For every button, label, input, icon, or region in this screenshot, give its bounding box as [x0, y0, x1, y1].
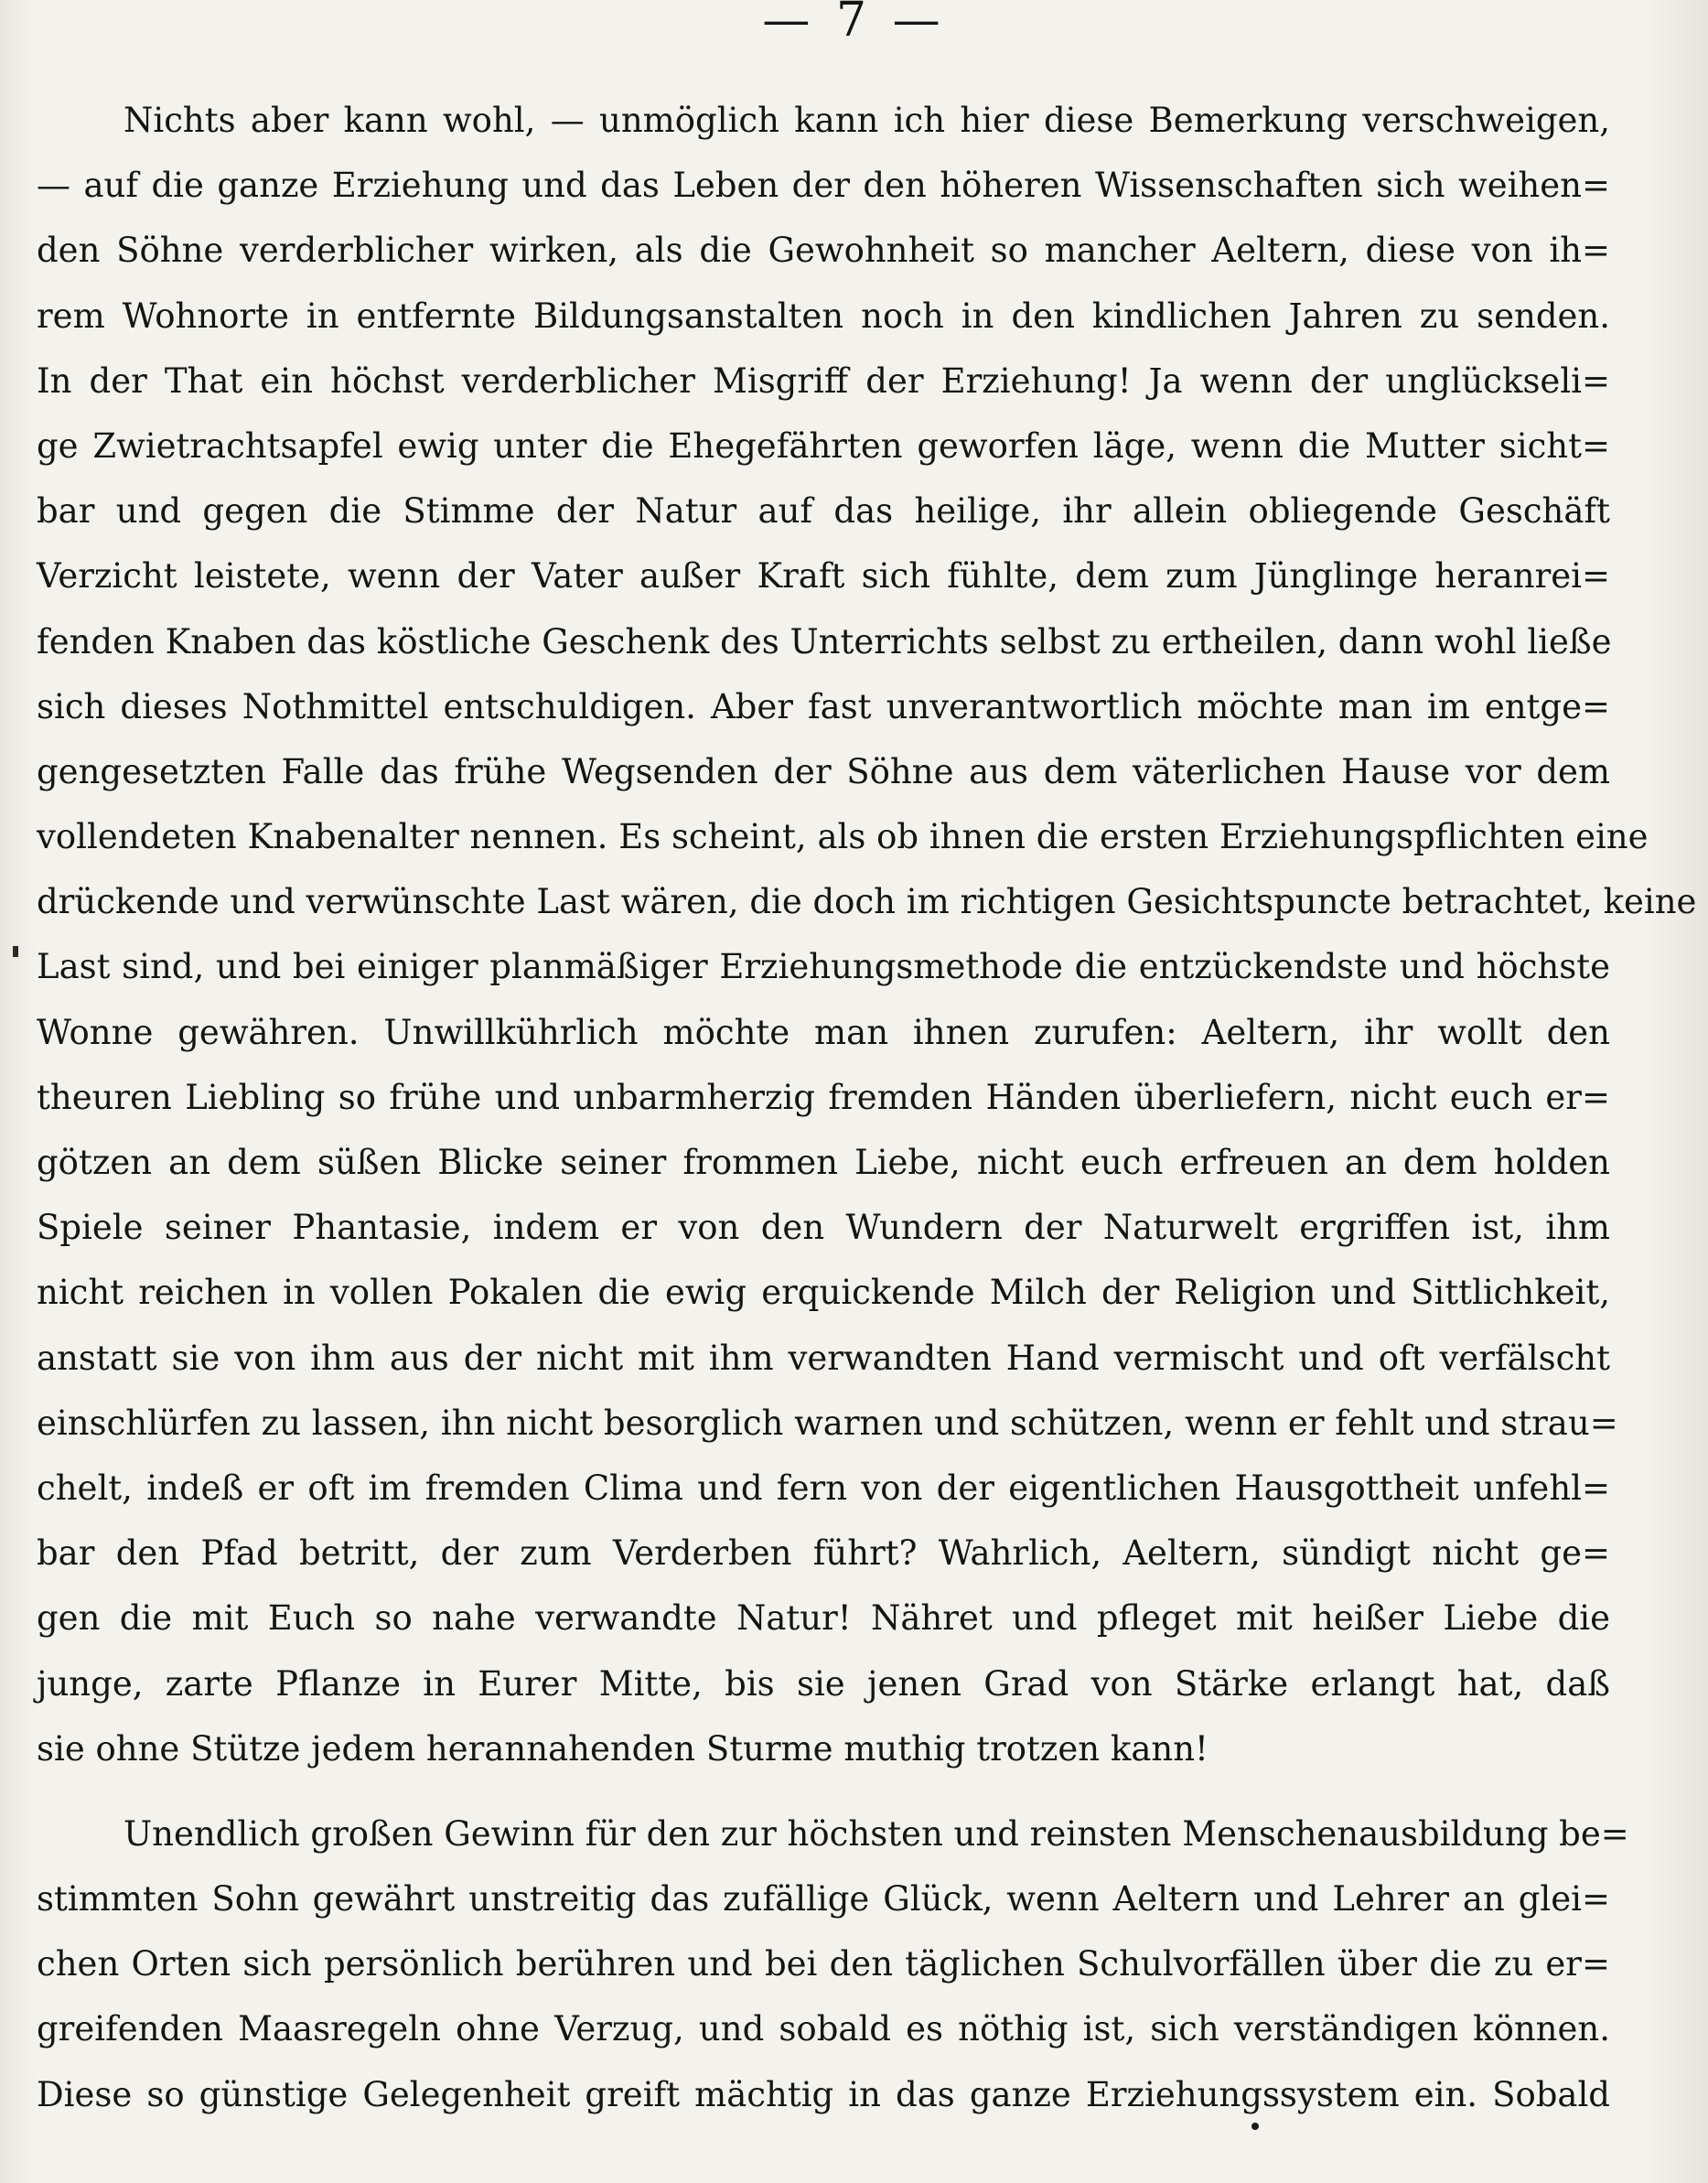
text-line: theuren Liebling so frühe und unbarmherzig fremden Händen überliefern, nicht euch er= [37, 1077, 1610, 1117]
text-line: drückende und verwünschte Last wären, die doch im richtigen Gesichtspuncte betrachtet, keine [37, 882, 1697, 922]
text-line: einschlürfen zu lassen, ihn nicht besorglich warnen und schützen, wenn er fehlt und strau= [37, 1403, 1618, 1443]
paragraph-gap [37, 1781, 1610, 1801]
text-line: In der That ein höchst verderblicher Misgriff der Erziehung! Ja wenn der unglückseli= [37, 360, 1610, 401]
text-line: Diese so günstige Gelegenheit greift mächtig in das ganze Erziehungssystem ein. Sobald [37, 2074, 1610, 2114]
text-line: greifenden Maasregeln ohne Verzug, und sobald es nöthig ist, sich verständigen können. [37, 2009, 1610, 2049]
text-line: Spiele seiner Phantasie, indem er von den Wundern der Naturwelt ergriffen ist, ihm [37, 1208, 1610, 1248]
text-line: ge Zwietrachtsapfel ewig unter die Ehegefährten geworfen läge, wenn die Mutter sicht= [37, 425, 1610, 466]
text-line: vollendeten Knabenalter nennen. Es scheint, als ob ihnen die ersten Erziehungspflichten eine [37, 817, 1649, 857]
text-line: bar und gegen die Stimme der Natur auf das heilige, ihr allein obliegende Geschäft [37, 491, 1610, 532]
text-line: Verzicht leistete, wenn der Vater außer Kraft sich fühlte, dem zum Jünglinge heranrei= [37, 556, 1610, 597]
text-line: Last sind, und bei einiger planmäßiger Erziehungsmethode die entzückendste und höchste [37, 947, 1610, 987]
text-line: stimmten Sohn gewährt unstreitig das zufällige Glück, wenn Aeltern und Lehrer an glei= [37, 1879, 1610, 1920]
text-line: chen Orten sich persönlich berühren und bei den täglichen Schulvorfällen über die zu er= [37, 1944, 1610, 1984]
margin-ink-mark [13, 946, 18, 957]
text-line: götzen an dem süßen Blicke seiner frommen Liebe, nicht euch erfreuen an dem holden [37, 1143, 1610, 1182]
page-number: — 7 — [762, 0, 946, 48]
text-line: chelt, indeß er oft im fremden Clima und fern von der eigentlichen Hausgottheit unfehl= [37, 1468, 1610, 1508]
text-line: Unendlich großen Gewinn für den zur höchsten und reinsten Menschenausbildung be= [124, 1813, 1629, 1854]
paragraph-2 [37, 1801, 1629, 2127]
text-line: sie ohne Stütze jedem herannahenden Sturme muthig trotzen kann! [37, 1728, 1208, 1769]
body-text [37, 88, 1697, 2127]
text-line: junge, zarte Pflanze in Eurer Mitte, bis sie jenen Grad von Stärke erlangt hat, daß [37, 1663, 1610, 1704]
text-line: bar den Pfad betritt, der zum Verderben führt? Wahrlich, Aeltern, sündigt nicht ge= [37, 1533, 1610, 1574]
text-line: gengesetzten Falle das frühe Wegsenden der Söhne aus dem väterlichen Hause vor dem [37, 751, 1610, 791]
text-line: fenden Knaben das köstliche Geschenk des Unterrichts selbst zu ertheilen, dann wohl ließe [37, 621, 1612, 661]
text-line: rem Wohnorte in entfernte Bildungsanstalten noch in den kindlichen Jahren zu senden. [37, 296, 1610, 336]
text-line: Nichts aber kann wohl, — unmöglich kann ich hier diese Bemerkung verschweigen, [124, 101, 1610, 140]
text-line: anstatt sie von ihm aus der nicht mit ihm verwandten Hand vermischt und oft verfälscht [37, 1338, 1610, 1378]
text-line: den Söhne verderblicher wirken, als die Gewohnheit so mancher Aeltern, diese von ih= [37, 231, 1610, 271]
text-line: Wonne gewähren. Unwillkührlich möchte man ihnen zurufen: Aeltern, ihr wollt den [37, 1012, 1610, 1052]
text-line: gen die mit Euch so nahe verwandte Natur! Nähret und pfleget mit heißer Liebe die [37, 1598, 1610, 1639]
text-line: sich dieses Nothmittel entschuldigen. Aber fast unverantwortlich möchte man im entge= [37, 686, 1610, 726]
paragraph-1 [37, 88, 1697, 1781]
text-line: — auf die ganze Erziehung und das Leben der den höheren Wissenschaften sich weihen= [37, 166, 1610, 206]
text-line: nicht reichen in vollen Pokalen die ewig erquickende Milch der Religion und Sittlichkeit, [37, 1273, 1610, 1313]
ink-speck [1251, 2123, 1259, 2130]
